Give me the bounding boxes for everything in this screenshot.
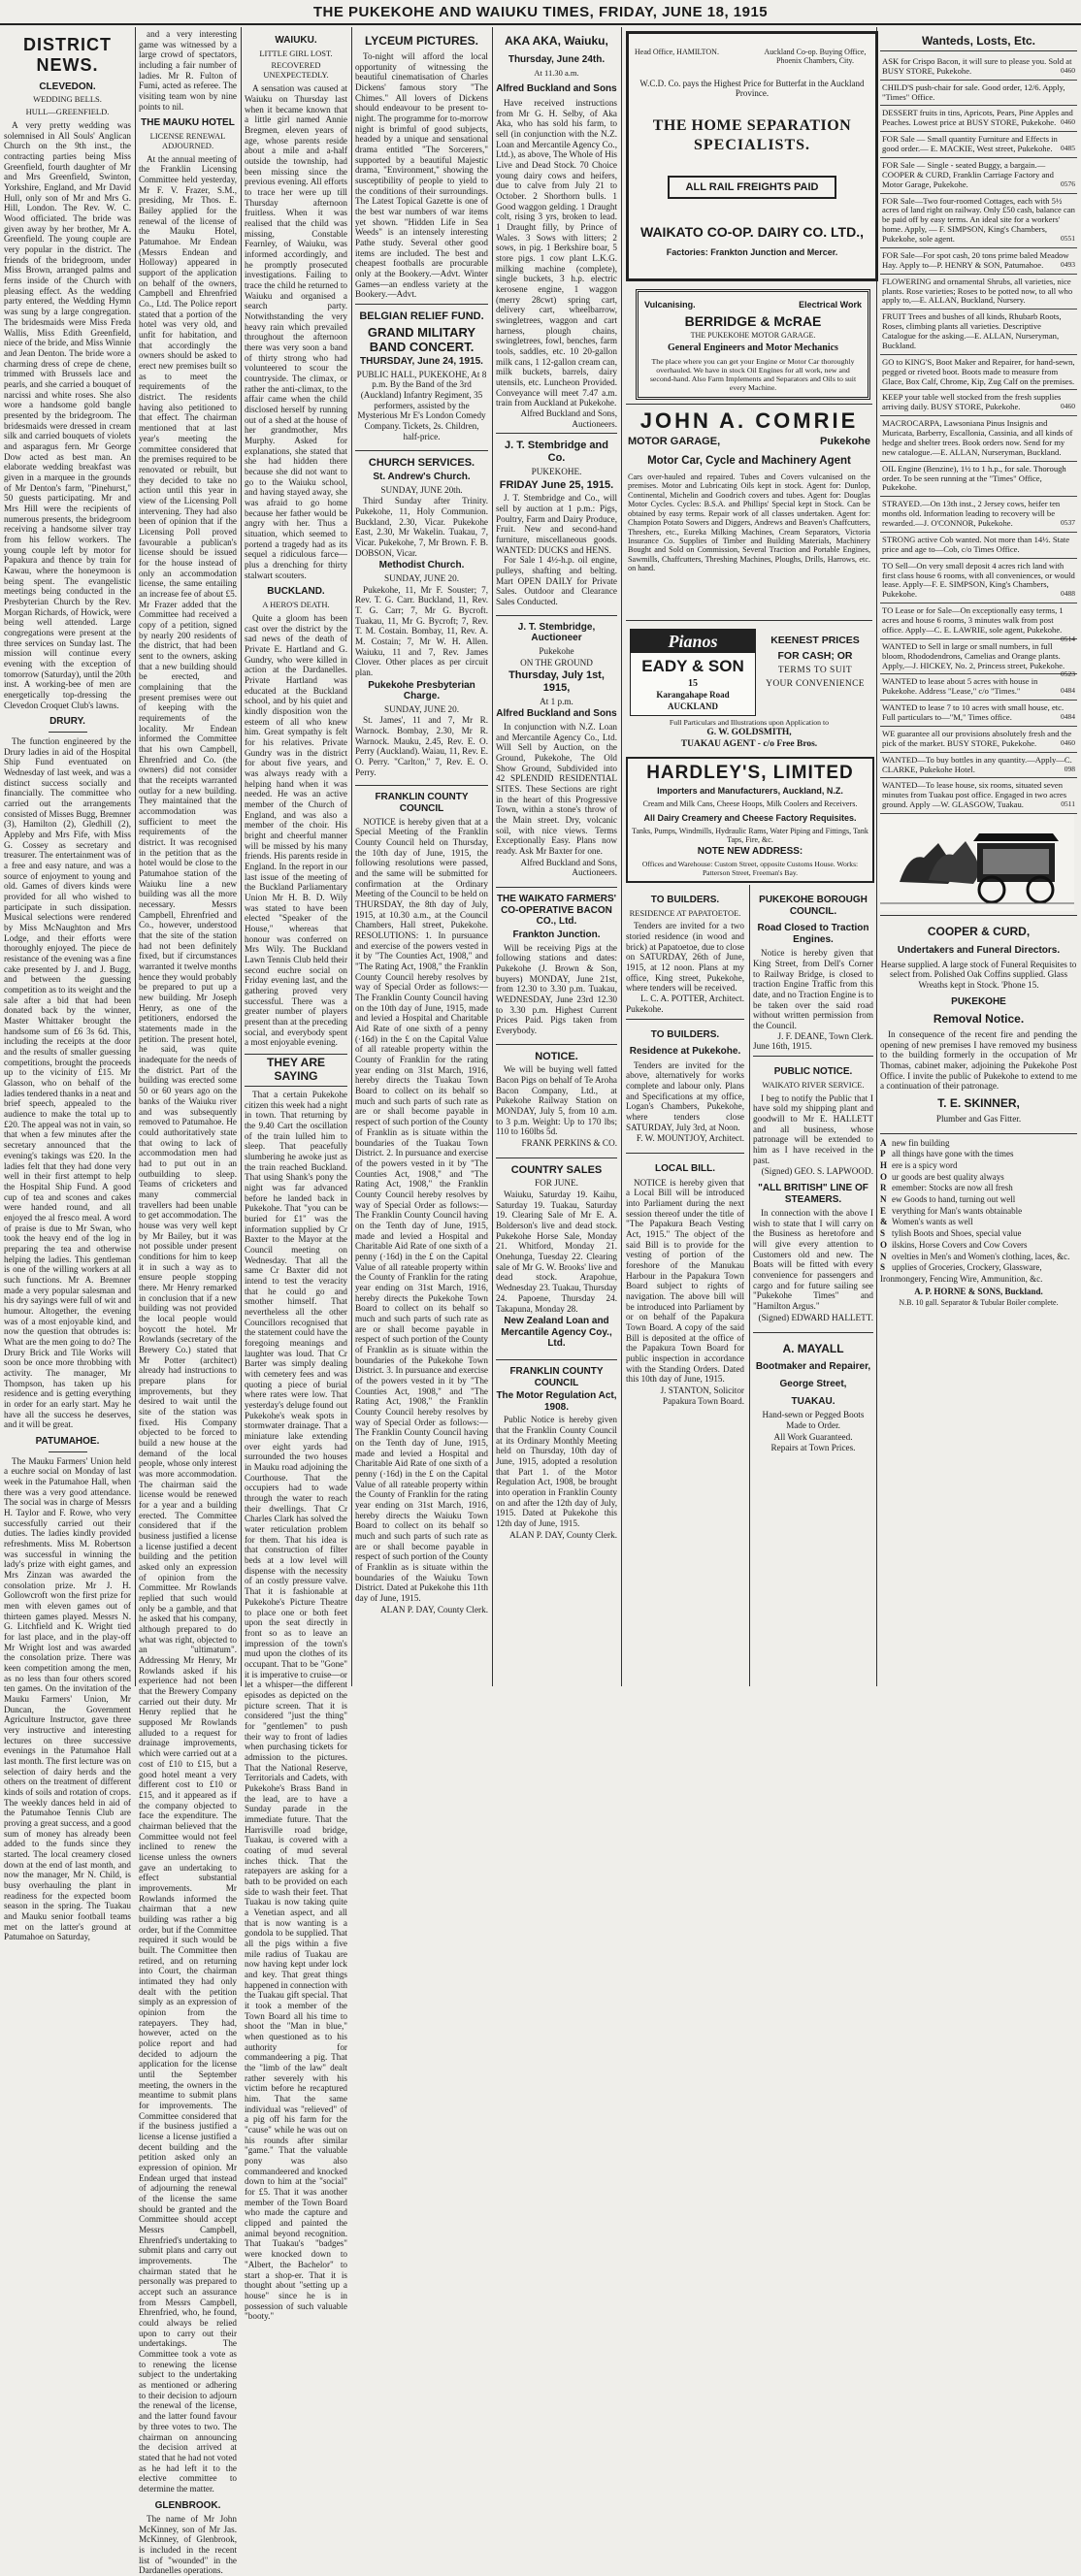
buckland-subheading: A HERO'S DEATH. — [262, 600, 330, 610]
wanted-item — [880, 106, 1077, 132]
acrostic-line — [880, 1217, 1077, 1228]
church3-date: SUNDAY, JUNE 20. — [383, 703, 460, 714]
stembridge2-ad — [496, 615, 617, 883]
stembridge-heading: J. T. Stembridge and Co. — [505, 440, 608, 465]
column-divider — [749, 885, 750, 1686]
clevedon-heading: CLEVEDON. — [39, 81, 96, 92]
fcc-text: NOTICE is hereby given that at a Special Meeting of the Franklin County Council held on Thursday, the 10th day of June, 1915, the following resolutions were passed, and the same will be submitted for confirmation at the Ordinary Meeting of the Council to be held on THURSDAY, the 8th day of July, 1915, at 10.30 a.m., at the Council Chambers, Hall street, Pukekohe. RESOLUTIONS: 1. In pursuance and exercise of the powers vested in it by "The Counties Act, 1908," and "The Rating Act, 1908," the Franklin County Council hereby resolves by way of Special Order as follows:— The Franklin County Council having on the 10th day of June, 1915, made and levied a Hospital and Charitable Aid Rate of one sixth of a penny (·16d) in the £ on the Capital Value of all rateable property within the County of Franklin for the rating year ending on 31st March, 1916, hereby directs the Tuakau Town Board to collect on its behalf so much and such parts of such rate as are or shall become payable in respect of such portion of the County of Franklin as is situate within the boundaries of the Tuakau Town District. 2. In pursuance and exercise of the powers vested in it by "The Counties Act, 1908," and "The Rating Act, 1908," the Franklin County Council hereby resolves by way of Special Order as follows:— The Franklin County Council having on the Tenth day of June, 1915, made and levied a Hospital and Charitable Aid Rate of one sixth of a penny (·16d) in the £ on the Capital Value of all rateable property within the County of Franklin for the rating year ending on 31st March, 1916, hereby directs the Pukekohe Town Board to collect on its behalf so much and such parts of such rate as are or shall become payable in respect of such portion of the County of Franklin as is situate within the boundaries of the Pukekohe Town District. 3. In pursuance and exercise of the powers vested in it by "The Counties Act, 1908," and "The Rating Act, 1908," the Franklin County Council hereby resolves by way of Special Order as follows:— The Franklin County Council having on the Tenth day of June, 1915, made and levied a Hospital and Charitable Aid Rate of one sixth of a penny (·16d) in the £ on the Capital Value of all rateable property within the County of Franklin for the rating year ending on 31st March, 1916, hereby directs the Waiuku Town Board to collect on its behalf so much and such parts of such rate as are or shall become payable in respect of such portion of the County of Franklin as is situate within the boundaries of the Waiuku Town District. Dated at Pukekohe this 11th day of June, 1915. — [355, 816, 488, 1604]
wanted-text: FOR Sale — Single - seated Buggy, a bargain.—COOPER & CURD, Franklin Carriage Factory and Motor Garage, Pukekohe. — [882, 159, 1054, 189]
wanted-item — [880, 158, 1077, 194]
comrie-ad — [626, 404, 872, 621]
wanted-item — [880, 194, 1077, 248]
mauku-hotel-heading: THE MAUKU HOTEL — [141, 117, 235, 129]
buckland-article: Quite a gloom has been cast over the district by the sad news of the death of Private E. Hartland and G. Gundry, who were killed in action at the Dardanelles. Private Hartland was educated at the Buckland school, and by his quiet and kindly disposition won the esteem of all who knew him. Great sympathy is felt for his relatives. Private Gundry was in the district for about five years, and was always ready with a helping hand when it was needed. He was an active member of the Church of England, and was also a member of the choir. His bright and cheerful manner will be missed by his many friends. His parents reside in England. In the report in our last issue of the meeting of the Buckland Parliamentary Union Mr H. B. D. Wily was stated to have been elected "Speaker of the House," whereas that honour was conferred on Mrs Wily. The Buckland Lawn Tennis Club held their second euchre social on Friday evening last, and the gathering proved very successful. There was a greater number of players present than at the preceding social, and everybody spent a most enjoyable evening. — [245, 612, 347, 1048]
masthead-rule — [0, 23, 1081, 25]
builders2-sub: Residence at Pukekohe. — [629, 1046, 741, 1058]
keenest-2: FOR CASH; OR — [777, 650, 853, 662]
keenest-3: TERMS TO SUIT — [777, 666, 853, 675]
berridge-left: Vulcanising. — [644, 300, 696, 310]
church2-text: Pukekohe, 11, Mr F. Souster; 7, Rev. T. G. Carr. Buckland, 11, Rev. T. G. Carr; 7, Mr G. Bycroft. Tuakau, 11, Mr G. Bycroft; 7, Rev. T. M. Costain. Bombay, 11, Rev. A. M. Costain; 7, Mr W. H. Allen. Waiuku, 11 and 7, Rev. James Clover. Other places as per circuit plan. — [355, 584, 488, 677]
stembridge2-heading: J. T. Stembridge, Auctioneer — [517, 621, 596, 644]
divider — [49, 1451, 87, 1452]
waikato-coop: Auckland Co-op. Buying Office, Phoenix Chambers, City. — [764, 48, 867, 65]
wanted-item — [880, 248, 1077, 275]
wanted-text: STRONG active Cob wanted. Not more than 14½. State price and age to—Cob, c/o Times Office. — [882, 534, 1070, 554]
builders1-place: Pukekohe. — [626, 1003, 664, 1014]
stembridge2-text: In conjunction with N.Z. Loan and Mercantile Agency Co., Ltd. Will Sell by Auction, on the Ground, Pukekohe, The Old Show Ground, Subdivided into 42 SPLENDID RESIDENTIAL SITES. These Sections are right in the heart of this Progressive Town, within a stone's throw of the Main street. Dry, volcanic soil, with nice views. Terms Exceptionally Easy. Plans now ready. Ask Mr Baxter for one. — [496, 722, 617, 857]
patumahoe-continued: and a very interesting game was witnessed by a large crowd of spectators, including a fair number of ladies. Mr R. Fulton of Fumi, acted as referee. The visiting team won by nine points to nil. — [139, 29, 237, 112]
wanteds-list — [880, 54, 1077, 814]
wanteds-heading: Wanteds, Losts, Etc. — [880, 35, 1077, 51]
waikato-head-office: Head Office, HAMILTON. — [635, 48, 719, 56]
local-bill-sign: J. STANTON, Solicitor Papakura Town Board. — [660, 1386, 744, 1406]
comrie-place: Pukekohe — [820, 436, 870, 447]
acrostic-line — [880, 1194, 1077, 1206]
fcc-signature: ALAN P. DAY, County Clerk. — [379, 1604, 488, 1614]
berridge-sub: THE PUKEKOHE MOTOR GARAGE. — [690, 331, 816, 340]
cooper-text: Hearse supplied. A large stock of Funeral Requisites to select from. Polished Oak Coffins supplied. Glass Wreaths kept in Stock. 'Phone 15. — [880, 959, 1077, 990]
nzl-heading: New Zealand Loan and Mercantile Agency Coy., Ltd. — [501, 1316, 612, 1350]
steamer-text: In connection with the above I wish to state that I will carry on the Business as heretofore and will give every attention to Customers old and new. The Boats will be fitted with every convenience for passengers and cargo and for future sailing see "Pukekohe Times" and "Hamilton Argus." — [753, 1208, 873, 1312]
wanted-code: 0511 — [1061, 799, 1075, 809]
aka-heading: AKA AKA, Waiuku, — [505, 34, 608, 48]
aka-signature: Alfred Buckland and Sons, Auctioneers. — [520, 408, 617, 429]
acrostic-line — [880, 1262, 1077, 1285]
stembridge-date: FRIDAY June 25, 1915. — [499, 478, 614, 491]
waiuku-article: A sensation was caused at Waiuku on Thursday last when it became known that a little girl named Annie Bregmen, eleven years of age, whose parents reside about a mile and a-half outside the township, had been missing since the previous evening. All efforts to trace her were up till Thursday afternoon fruitless. When it was realised that the child was missing, Constable Fearnley, of Waiuku, was informed accordingly, and he promptly prosecuted investigations. Failing to trace the child he returned to Waiuku and organised a search party. Notwithstanding the very heavy rain which prevailed throughout the afternoon there was very soon a band of thirty strong who had volunteered to scour the countryside. The climax, or rather the anti-climax, to the affair came when the child disclosed herself by running out of a shed at the house of her grandmother, Mrs Murphy. Asked for explanations, she stated that she had hidden there because she did not want to go to the Waiuku school, and having stayed away, she was afraid to go home because her father would be angry with her. Thus a situation, which seemed to portend a tragedy had as its sequel a ridiculous farce—plus a drenching for thirty stalwart scouters. — [245, 83, 347, 580]
waiuku-subheading: LITTLE GIRL LOST. — [259, 48, 333, 58]
waikato-farmers-ad — [496, 887, 617, 1039]
church-heading: CHURCH SERVICES. — [368, 457, 475, 470]
notice-signature: FRANK PERKINS & CO. — [521, 1138, 617, 1149]
wanted-code: 0484 — [1061, 686, 1075, 696]
wanted-item — [880, 81, 1077, 107]
mayall-line1: Hand-sewn or Pegged Boots Made to Order. — [762, 1410, 865, 1430]
builders2-sign: F. W. MOUNTJOY, Architect. — [636, 1133, 744, 1144]
builders2-ad — [626, 1019, 744, 1150]
they-are-saying-article: That a certain Pukekohe citizen this week had a night in town. That returning by the 9.40 Cart the oscillation of the train lulled him to sleep. That peacefully slumbering he awoke just as the train reached Buckland. That using Shank's pony the night was far advanced before he landed back in Pukekohe. That "you can be buried for £1" was the information supplied by Cr Baxter to the Mayor at the Council meeting on Wednesday. That all the same Cr Baxter did not intend to test the veracity that he could go and smother himself. That nevertheless all the other Councillors recognised that the statement could have the foregoing meanings and laughter was loud. That Cr Barter was simply dealing with cemetery fees and was quoting a piece of burial where rates were low. That yesterday's deluge found out Pukekohe's weak spots in stormwater drainage. That a miniature lake extending over eight yards had surrounded the two houses in Mauku road adjoining the Courthouse. That the occupiers had to wade through the water to reach their dwellings. That Cr Charles Clark has solved the water reticulation problem for them. That his idea is that construction of filter beds at a low level will dispense with the necessity of an costly pressure valve. That it is fashionable at Pukekohe's Picture Theatre to place one or both feet upon the seat directly in front so as to leave an impression of the town's mud upon the clothes of its occupant. That to be "Gone" it is imperative to cruise—or let a whisper—the different episodes as depicted on the picture screen. That it is considered "just the thing" for "gentlemen" to push their way to front of ladies when purchasing tickets for admission to the pictures. That the National Reserve, Territorials and Cadets, with Pukekohe's Brass Band in the lead, are to have a Sunday parade in the immediate future. That the Harrisville road bridge, Tuakau, is covered with a coating of mud several inches thick. That the ratepayers are asking for a bath to be provided on each side to wash their feet. That Tuakau is now taking quite a Venetian aspect, and all that is now wanting is a gondola to be supplied. That all the pigs within a five mile radius of Tuakau are now having kept under lock and key. That great things happened in connection with the Tuakau gift special. That it took a member of the Town Board all his time to shoot the "Man in blue," when questioned as to his authority for commandeering a pig. That the "limb of the law" dealt rather severely with his victim before he recaptured him. That the same individual was "relieved" of a pig off his farm for the "cause" while he was out on his rounds after similar "game." That the valuable pony was also commandeered and knocked down to him at the "social" for £5. That it was another member of the Town Board who made the capture and clipped and painted the animal beyond recognition. That Tuakau's "badges" were knocked down to "Albert, the Bachelor" to start a shop-er. That it is thought about "setting up a house" since he is in possession of such valuable "booty." — [245, 1089, 347, 2322]
waikato-title-2: SPECIALISTS. — [693, 137, 811, 153]
lyceum-article: To-night will afford the local opportunity of witnessing the beautiful cinematisation of Charles Dickens' famous story "The Chimes." All lovers of Dickens should endeavour to be present to-night. The programme for to-morrow night is brimful of good subjects, headed by a unique and sensational drama entitled "The Sorcerers," supported by a beautiful Majestic drama, "Environment," showing the susceptibility of people to yield to the conditions of their surroundings. The Latest Topical Gazette is one of the best war numbers of war items yet shown. "Hidden Life in Sea Weeds" is an intensely interesting Pathe study. Several other good items are included. The best and cheapest footballs are procurable only at the Bookery.—Advt. Winter Games—an endless variety at the Bookery.—Advt. — [355, 50, 488, 300]
acrostic-line — [880, 1252, 1077, 1263]
wanted-text: STRAYED.—On 13th inst., 2 Jersey cows, heifer ten months old. Information leading to recovery will be rewarded.—J. O'CONNOR, Pukekohe. — [882, 499, 1061, 529]
keenest-1: KEENEST PRICES — [770, 635, 860, 646]
acrostic-text: Women's wants as well — [892, 1217, 973, 1227]
belgian-date: THURSDAY, June 24, 1915. — [360, 355, 483, 367]
acrostic-line — [880, 1228, 1077, 1240]
keenest-4: YOUR CONVENIENCE — [766, 679, 865, 689]
acrostic-line — [880, 1138, 1077, 1150]
wanted-item — [880, 639, 1077, 679]
church1-date: SUNDAY, JUNE 20th. — [380, 484, 463, 495]
public-heading: PUBLIC NOTICE. — [773, 1066, 853, 1078]
column-lyceum — [355, 29, 488, 1683]
wanted-code: 0460 — [1061, 65, 1075, 75]
stembridge2-sub: ON THE GROUND — [520, 657, 593, 668]
wanted-item — [880, 355, 1077, 391]
wanted-text: FOR Sale — Small quantity Furniture and Effects in good order.— E. MACKIE, West street, Pukekohe. — [882, 134, 1058, 154]
waikato-dairy-ad — [626, 31, 878, 281]
wanted-item — [880, 310, 1077, 355]
column-builders — [626, 889, 744, 1684]
acrostic-letter: S — [880, 1262, 886, 1273]
builders1-heading: TO BUILDERS. — [650, 895, 720, 905]
drury-heading: DRURY. — [49, 716, 85, 728]
mayall-line3: Repairs at Town Prices. — [770, 1443, 856, 1453]
hardley-address: Offices and Warehouse: Custom Street, opposite Customs House. Works: Patterson Street, Freeman's Bay. — [641, 860, 859, 877]
horne-acrostic-ad — [880, 1133, 1077, 1314]
mayall-trade: Bootmaker and Repairer, — [755, 1361, 871, 1373]
acrostic-text: all things have gone with the times — [892, 1149, 1014, 1159]
column-borough — [753, 889, 873, 1684]
church2-title: Methodist Church. — [378, 560, 465, 571]
church-services — [355, 450, 488, 781]
wanted-code: 0514 — [1061, 634, 1075, 643]
wanted-text: WANTED to Sell in large or small numbers, in full bloom, Rhododendrons, Camelias and Orange plants. Apply,—J. HICKEY, No. 2, Princess street, Pukekohe. — [882, 640, 1065, 670]
acrostic-text: upplies of Groceries, Crockery, Glassware, Ironmongery, Fencing Wire, Ammunition, &c. — [880, 1262, 1043, 1284]
wanted-item — [880, 603, 1077, 643]
comrie-garage: MOTOR GARAGE, — [628, 436, 721, 447]
wanted-text: FOR Sale—For spot cash, 20 tons prime baled Meadow Hay. Apply to—P. HENRY & SON, Patumahoe. — [882, 249, 1069, 270]
clevedon-subheading: WEDDING BELLS. — [33, 94, 102, 105]
column-district-news — [4, 29, 131, 1942]
acrostic-line — [880, 1160, 1077, 1172]
hearse-icon — [880, 814, 1074, 911]
wanted-item — [880, 54, 1077, 81]
wanted-text: TO Sell—On very small deposit 4 acres rich land with first class house 6 rooms, with all conveniences, or would lease. Apply—F. E. SIMPSON, King's Chambers, Pukekohe. — [882, 560, 1075, 600]
wanted-item — [880, 533, 1077, 559]
waiuku-subheading-2: RECOVERED UNEXPECTEDLY. — [263, 60, 329, 81]
hearse-illustration — [880, 814, 1077, 911]
waiuku-heading: WAIUKU. — [275, 35, 317, 46]
aka-date: Thursday, June 24th. — [508, 53, 606, 65]
hardley-req: All Dairy Creamery and Cheese Factory Requisites. — [643, 813, 857, 823]
belgian-text: PUBLIC HALL, PUKEKOHE, At 8 p.m. By the Band of the 3rd (Auckland) Infantry Regiment, 35 performers, assisted by the Mysterious Mr E's London Comedy Company. Tickets, 2s. Children, half-price. — [356, 369, 487, 441]
stembridge2-date: Thursday, July 1st, 1915, — [508, 669, 605, 695]
wanted-item — [880, 275, 1077, 310]
notice-heading: NOTICE. — [535, 1050, 578, 1062]
local-bill-ad — [626, 1153, 744, 1411]
mauku-hotel-article: At the annual meeting of the Franklin Licensing Committee held yesterday, Mr F. V. Frazer, S.M., presiding, Mr Thos. E. Bailey applied for the renewal of the license of the Mauku Hotel, Patumahoe. Mr Endean (Messrs Endean and Holloway) appeared in support of the application on behalf of the owners, Campbell and Ehrenfried Co., Ltd. The Police report stated that a portion of the hotel was very old, and unfit for habitation, and that accordingly the owners should be asked to erect new premises built so as to meet the requirements of the district. The residents having also petitioned to that effect. The chairman mentioned that at last year's meeting the committee considered that the premises required to be renovated or rebuilt, but they decided to take no action until this year in view of the Licensing Poll intervening. They had also been of opinion that if the Licensing Poll proved favourable a publican's license should be issued for the house instead of only an accommodation license, the same entailing an increase fee of about £5. Mr Frazer added that the Committee had received a copy of a petition, signed by nearly 200 residents of the district, that had been sent to the owners, asking that a new building should be erected, and complaining that the present premises were out of keeping with the requirements of the locality. Mr Endean informed the Committee that his own Campbell, Ehrenfried and Co. (the owners) did not consider that the receipts warranted outlay for a new building. They maintained that the accommodation was sufficient to meet the requirements of the district. It was recognised in the petition that as the hotel would be close to the Patumahoe station of the Waiuku line a new building was all the more necessary. Messrs Campbell, Ehrenfried and Co., however, understood that the site of the station had not been definitely fixed, but if circumstances warranted it twelve months hence they would probably be prepared to put up a new building. Mr Joseph Henry, as one of the petitioners, endorsed the statements made in the petition. The present hotel, he said, was quite inadequate for the needs of the district. Part of the building was erected some 50 or 60 years ago on the banks of the Waiuku river and was subsequently removed to Patumahoe. He could authoritatively state that owing to lack of accommodation men had had to put out in an outbuilding to sleep. Teams of cricketers and many commercial travellers had been unable to get accommodation. The house was very well kept by Mr Bailey, but it was not possible under present conditions for him to keep it in such a way as to ensure people stopping there. Mr Henry remarked in conclusion that if a new building was not provided the local people would boycott the hotel. Mr Rowlands (secretary of the Brewery Co.) stated that Mr Potter (architect) already had instructions to prepare plans for improvements, but they desired to wait until the site of the station was fixed. His Company objected to be forced to build a new house at the demand of the local people, whose only interest was more accommodation. The chairman said the license would be renewed for a year and a building erected. The Committee considered that if the business justified a license a license justified a decent building and the petition asked only an expression of opinion from the Committee. Mr Rowlands replied that such would only be a gamble, and that he asked that his company, although prepared to do what was right, objected to an "ultimatum". Addressing Mr Henry, Mr Rowlands asked if his experience had not been that the Brewery Company carried out their duty. Mr Henry replied that he supposed Mr Rowlands alluded to a request for drainage improvements, which were carried out at a cost of £10 to £15, but a good hotel meant a very different cost to £10 or £15, and it appeared as if the company objected to face the expenditure. The chairman believed that the Committee would not feel inclined to renew the license unless the owners gave an undertaking to effect substantial improvements. Mr Rowlands informed the chairman that a new building was rather a big order, but if the Committee required it such would be built. The Committee then retired, and on returning into Court, the chairman intimated they had only dealt with the petition simply as an expression of opinion from the ratepayers. They had, however, acted on the police report and had decided to adjourn the application for the license until the September meeting, the owners in the meantime to submit plans for improvements. The Committee considered that if the business justified a license a license justified a decent building and the petition asked only an expression of opinion. Mr Endean urged that instead of adjourning the renewal of the license the same should be granted and the Committee should accept Messrs Campbell, Ehrenfried's undertaking to submit plans and carry out improvements. The chairman stated that he personally was prepared to accept such an assurance from Messrs Campbell, Ehrenfried, who, he found, could always be relied upon to carry out their undertakings. The Committee took a vote as to renewing the license subject to the undertaking as mentioned or adhering to their decision to adjourn the renewal of the license, and the latter found favour by three votes to two. The chairman on announcing the decision arrived at stated that he had not voted as he had left it to the elective committee to determine the matter. — [139, 153, 238, 2494]
acrostic-text: ilskins, Horse Covers and Cow Covers — [892, 1239, 1028, 1250]
acrostic-line — [880, 1172, 1077, 1184]
removal-heading: Removal Notice. — [933, 1012, 1025, 1027]
acrostic-letter: O — [880, 1171, 888, 1182]
removal-text: In consequence of the recent fire and pending the opening of new premises I have removed my business to the building formerly in the occupation of Mr Thomas, cabinet maker, adjoining the Pukekohe Post Office. I invite the public of Pukekohe to extend to me a continuation of their patronage. — [880, 1029, 1077, 1092]
patumahoe-heading: PATUMAHOE. — [35, 1435, 100, 1447]
wanted-text: MACROCARPA, Lawsoniana Pinus Insignis and Muricata, Barberry, Escallonia, Cassinia, and all kinds of hedge and shelter trees. Book orders now. Send for my new catalogue.—E. ALLAN, Nurseryman, Buckland. — [882, 418, 1073, 457]
fcc-heading: FRANKLIN COUNTY COUNCIL — [375, 792, 469, 815]
notice-text: We will be buying well fatted Bacon Pigs on behalf of Te Aroha Bacon Company, Ltd., at Pukekohe Railway Station on MONDAY, July 5, from 10 a.m. to 3 p.m. Weight: Up to 170 lbs; 110 to 160lbs 5d. — [496, 1064, 617, 1137]
wanted-code: 0488 — [1061, 589, 1075, 599]
acrostic-line — [880, 1183, 1077, 1194]
piano-particulars: Full Particulars and Illustrations upon Application to — [669, 718, 830, 727]
waikato-wcd: W.C.D. Co. pays the Highest Price for Butterfat in the Auckland Province. — [639, 79, 865, 98]
public-sign: (Signed) GEO. S. LAPWOOD. — [761, 1166, 873, 1177]
wanted-text: WANTED—To lease house, six rooms, situated seven minutes from Tuakau post office. Engaged in two acres ground. Apply —W. GLASGOW, Tuakau. — [882, 780, 1067, 810]
country-sales-ad — [496, 1158, 617, 1355]
wanted-item — [880, 497, 1077, 533]
wanted-text: FLOWERING and ornamental Shrubs, all varieties, nice plants. Rose varieties; Roses to be potted now, to all who apply to,—E. ALLAN, Buckland, Nursery. — [882, 276, 1073, 306]
wanted-item — [880, 132, 1077, 158]
wanted-code: 0537 — [1061, 518, 1075, 528]
column-divider — [135, 27, 136, 1686]
belgian-relief-ad — [355, 304, 488, 446]
acrostic-letter: S — [880, 1228, 886, 1239]
acrostic-letter: P — [880, 1149, 886, 1159]
waikato-factories: Factories: Frankton Junction and Mercer. — [666, 247, 838, 257]
borough-date: June 16th, 1915. — [753, 1041, 812, 1052]
stembridge-text-2: For Sale 1 4½-h.p. oil engine, pulleys, shafting and belting. Mart OPEN DAILY for Private Sales. Outdoor and Clearance Sales Conducted. — [496, 555, 617, 607]
piano-agent-line: TUAKAU AGENT - c/o Free Bros. — [680, 739, 818, 749]
acrostic-letter: A — [880, 1137, 887, 1148]
wanted-text: KEEP your table well stocked from the fresh supplies arriving daily. BUSY STORE, Pukekohe. — [882, 392, 1062, 412]
acrostic-text: verything for Man's wants obtainable — [892, 1205, 1023, 1216]
piano-agent: G. W. GOLDSMITH, — [706, 728, 792, 737]
steamer-heading: "ALL BRITISH" LINE OF STEAMERS. — [758, 1182, 868, 1205]
wanted-item — [880, 462, 1077, 498]
column-divider — [241, 27, 242, 1686]
glenbrook-heading: GLENBROOK. — [154, 2499, 221, 2511]
clevedon-subheading-2: HULL—GREENFIELD. — [25, 107, 110, 117]
hardley-items: Tanks, Pumps, Windmills, Hydraulic Rams, Water Piping and Fittings, Tank Taps, Fire, &c. — [632, 827, 868, 844]
acrostic-letter: N — [880, 1194, 887, 1205]
cooper-sub: Undertakers and Funeral Directors. — [897, 944, 1061, 956]
column-mauku-hotel — [139, 29, 238, 2576]
masthead: THE PUKEKOHE AND WAIUKU TIMES, FRIDAY, JUNE 18, 1915 — [312, 4, 769, 20]
wanted-text: WANTED—To buy bottles in any quantity.—Apply—C. CLARKE, Pukekohe Hotel. — [882, 754, 1072, 774]
waikato-name: WAIKATO CO-OP. DAIRY CO. LTD., — [640, 224, 864, 240]
acrostic-letter: O — [880, 1239, 888, 1250]
acrostic-letter: N — [880, 1251, 887, 1261]
aka-text: Have received instructions from Mr G. H. Selby, of Aka Aka, who has sold his farm, to sell (in conjunction with the N.Z. Loan and Mercantile Agency Co., Ltd.), as above, The Whole of His Live and Dead Stock. 70 Choice young dairy cows and heifers, due to calve from July 21 to October. 2 Shorthorn bulls. 1 Good waggon gelding. 1 Draught colt, rising 3 yrs, broken to lead. 1 Draught filly, by Prince of Wales. 3 Sows with litters; 2 sows, in pig. 1 Berkshire boar, 5 store pigs. 1 cow plant L.K.G. milking machine (complete), single buckets, 3 h.p. electric kerosene engine, 1 waggon (merry 28cwt) spring cart, delivery cart, wheelbarrow, swingletrees, waggon and cart harness, plough chains, swingletrees, fowl, benches, farm tools, saddles, etc. 10 20-gallon milk cans, 1 12-gallon cream can, milk buckets, barrels, dairy utensils, etc. Luncheon Provided. Conveyance will meet 7.47 a.m. train from Auckland at Pukekohe. — [496, 97, 617, 408]
wanted-text: GO to KING'S, Boot Maker and Repairer, for hand-sewn, pegged or riveted boot. Boots made to measure from Glace, Box Calf, Chrome, Kip, Zug Calf on the premises. — [882, 356, 1075, 386]
steamer-sign: (Signed) EDWARD HALLETT. — [758, 1312, 873, 1322]
wanted-item — [880, 701, 1077, 727]
comrie-title: Motor Car, Cycle and Machinery Agent — [647, 455, 851, 467]
cooper-curd-ad — [880, 915, 1077, 1129]
stembridge-ad — [496, 433, 617, 610]
public-sub: WAIKATO RIVER SERVICE. — [762, 1079, 865, 1090]
berridge-name: BERRIDGE & McRAE — [684, 313, 822, 329]
acrostic-text: tylish Boots and Shoes, special value — [892, 1228, 1022, 1239]
aka-time: At 11.30 a.m. — [534, 67, 579, 78]
wanted-code: 0460 — [1061, 117, 1075, 127]
wanted-code: 0551 — [1061, 234, 1075, 244]
cs-sub: FOR JUNE. — [535, 1178, 578, 1189]
mauku-hotel-subheading: LICENSE RENEWAL ADJOURNED. — [149, 130, 226, 150]
mayall-town: TUAKAU. — [791, 1395, 835, 1407]
wanted-text: ASK for Crispo Bacon, it will sure to please you. Sold at BUSY STORE, Pukekohe. — [882, 55, 1072, 76]
cs-heading: COUNTRY SALES — [510, 1163, 603, 1176]
lyceum-heading: LYCEUM PICTURES. — [365, 34, 478, 48]
builders1-text: Tenders are invited for a two storied residence (in wood and brick) at Papatoetoe, due to close on SATURDAY, 26th of June, 1915, at 12 noon. Plans at my office, King street, Pukekohe, where tenders will be received. — [626, 921, 744, 994]
borough-text: Notice is hereby given that King Street, from Dell's Corner to Railway Bridge, is closed to traction Engine Traffic from this date, and no Traction Engine is to be taken over the said road without written permission from the Council. — [753, 948, 873, 1031]
wanted-item — [880, 390, 1077, 416]
wanted-text: WANTED to lease 7 to 10 acres with small house, etc. Full particulars to—"M," Times office. — [882, 702, 1065, 723]
borough-sub: Road Closed to Traction Engines. — [757, 923, 869, 945]
column-divider — [492, 27, 493, 1686]
church1-text: Third Sunday after Trinity. Pukekohe, 11, Holy Communion. Buckland, 2.30, Vicar. Pukekohe East, 2.30, Mr Wakelin. Tuakau, 7, Vicar. Pukekohe, 7, Mr Brown. F. B. DOBSON, Vicar. — [355, 496, 488, 558]
drury-article: The function engineered by the Drury ladies in aid of the Hospital Ship Fund eventuated on Wednesday of last week, and was a distinct success socially and financially. The committee who carried out the arrangements consisted of Misses Bugg, Bremner (3), Hamilton (2), Gledhill (2), Appleby and Mrs Fife, with Miss G. Cossey as secretary and treasurer. The entertainment was of a free and easy nature, and was a source of enjoyment to young and old. Games of divers kinds were provided for all who wished to participate in such dissipation. Musical selections were rendered by Miss McNaughton and Mrs Lodge, and their efforts were thoroughly enjoyed. The piece de resistance of the evening was a fine cake presented by J. and J. Bugg, and between the guessing competition as to its weight and the sale after a bid that had been donated back by the winner, Master Whittaker brought the handsome sum of £6 3s 6d. This, including the receipts at the door and the results of smaller guessing competitions, brought the proceeds up to the vicinity of £15. Mr Glasson, who on behalf of the ladies tendered thanks in a neat and brief speech, appealed to the audience to make the total up to £20. The appeal was not in vain, so that when a few minutes after the secretary announced that the evening's takings was £20. In the ladies felt that they had done very well in their first attempt to help the Hospital Ship Fund. A good cup of tea and scones and cakes were handed round, and all enjoyed the al fresco meal. A word of praise is due to Mr Swan, who took the heavy end of the log in preparing the tea and otherwise helping the ladies. This gentleman is one of the willing workers at all such functions. Mr A. Bremner made a very popular salesman and his dry sayings were full of wit and humour. Altogether, the evening was of a most enjoyable kind, and now the question that obtrudes is: What are the men going to do? The Drury Brick and Tile Works will soon be once more throbbing with activity. The manager, Mr Thompson, has taken up his residence and is getting everything in order for an early start. May he have all the success he deserves, and it will be great. — [4, 735, 131, 1430]
wanted-code: 0523 — [1061, 669, 1075, 679]
patumahoe-article: The Mauku Farmers' Union held a euchre social on Monday of last week in the Patumahoe Hall, when there was a very good attendance. The social was in charge of Messrs H. Taylor and F. Rowe, who very successfully carried out their duties. The ladies kindly provided refreshments. Miss M. Robertson was successful in winning the lady's prize with eight games, and Mrs Zinzan was awarded the consolation prize. Mr J. H. Gollowcroft won the first prize for men with eleven games out of thirteen games played. Messrs N. G. Litchfield and K. Wright tied for last place, and in the play-off Mr Wright lost and was awarded the consolation prize. There was keen competition among the men, as no less than four others scored ten games. On the invitation of the Mauku Farmers' Union, Mr Duncan, the Government Agriculture Instructor, gave three very instructive and interesting lectures on three successive evenings in the Patumahoe Hall last month. The first lecture was on selection of dairy herds and the others on the treatment of different kinds of soils and rotation of crops. The weekly dances held in aid of the Patumahoe Tennis Club are proving a great success, and a good sum of money has already been added to the funds since they started. The local creamery closed down at the end of last month, and now the manager, Mr N. Child, is busy overhauling the plant in readiness for the expected boom season in the spring. The Tuakau and Mauku senior football teams met on the latter's ground at Patumahoe on Saturday, — [4, 1455, 131, 1942]
wanted-code: 0576 — [1061, 179, 1075, 188]
berridge-ad — [636, 289, 870, 400]
wanted-text: CHILD'S push-chair for sale. Good order, 12/6. Apply, "Times" Office. — [882, 82, 1065, 102]
aka-firm: Alfred Buckland and Sons — [496, 83, 617, 95]
mayall-name: A. MAYALL — [782, 1341, 844, 1355]
acrostic-letter: E — [880, 1205, 887, 1216]
waikato-title-1: THE HOME SEPARATION — [652, 117, 852, 134]
acrostic-list — [880, 1138, 1077, 1286]
local-bill-heading: LOCAL BILL. — [654, 1163, 716, 1175]
stembridge-text: J. T. Stembridge and Co., will sell by auction at 1 p.m.: Pigs, Poultry, Farm and Dairy Produce, Fruit. New and second-hand furniture, miscellaneous goods. WANTED: DUCKS and HENS. — [496, 493, 617, 555]
mayall-street: George Street, — [779, 1379, 847, 1389]
pianos-logo: Pianos — [631, 630, 755, 653]
berridge-right: Electrical Work — [799, 300, 862, 310]
wanted-text: TO Lease or for Sale—On exceptionally easy terms, 1 acres and house 6 rooms, 3 minutes walk from post office. Apply—C. E. LAWRIE, sole agent, Pukekohe. — [882, 605, 1064, 635]
acrostic-line — [880, 1240, 1077, 1252]
berridge-text: The place where you can get your Engine or Motor Car thoroughly overhauled. We have in stock Oil Engines for all work, new and second-hand. Also Farm Implements and Separators and Oils to suit every Machine. — [649, 357, 857, 392]
skinner-name: T. E. SKINNER, — [937, 1096, 1020, 1111]
eady-street: Karangahape Road — [656, 690, 730, 700]
stembridge2-place: Pukekohe — [539, 645, 574, 656]
acrostic-note: N.B. 10 gall. Separator & Tubular Boiler complete. — [899, 1298, 1059, 1308]
mayall-line2: All Work Guaranteed. — [773, 1431, 853, 1442]
wanted-code: 098 — [1064, 764, 1075, 773]
divider — [49, 732, 87, 733]
acrostic-sign: A. P. HORNE & SONS, Buckland. — [914, 1286, 1043, 1296]
acrostic-text: ew Goods to hand, turning out well — [892, 1194, 1016, 1205]
mayall-ad — [753, 1332, 873, 1458]
berridge-sub2: General Engineers and Motor Mechanics — [668, 342, 838, 353]
public-notice-ad — [753, 1056, 873, 1327]
hardley-line: Cream and Milk Cans, Cheese Hoops, Milk Coolers and Receivers. — [642, 799, 858, 808]
eady-city: AUCKLAND — [667, 701, 718, 711]
borough-sign: J. F. DEANE, Town Clerk. — [777, 1030, 873, 1041]
wf-sub: Frankton Junction. — [512, 929, 601, 940]
skinner-trade: Plumber and Gas Fitter. — [935, 1113, 1022, 1124]
borough-heading: PUKEKOHE BOROUGH COUNCIL. — [759, 895, 868, 917]
cooper-place: PUKEKOHE — [951, 995, 1006, 1007]
wanted-code: 0493 — [1061, 259, 1075, 269]
comrie-name: JOHN A. COMRIE — [639, 408, 859, 433]
eady-number: 15 — [688, 678, 698, 689]
clevedon-article: A very pretty wedding was solemnised in All Souls' Anglican Church on the 9th inst., the contracting parties being Miss Greenfield, fourth daughter of Mr and Mrs Greenfield, Swinton, Yorkshire, England, and Mr David Hull, only son of Mr and Mrs G. Hill, London. The Rev. W. C. Wood officiated. The bride was given away by her brother, Mr A. Greenfield. The young couple are very popular in the district. The friends of the bridegroom, under Miss Brown, arranged palms and ferns inside of the Church with pleasing effect. As the wedding party entered, the Wedding Hymn was sung by a large congregation. The bridesmaids were Miss Freda Wallis, Miss Edith Greenfield, niece of the bride, and Miss Winnie and Jean Denton. The bride wore a charming dress of crepe de chene, trimmed with Brussels lace and pearls, and she carried a bouquet of narcissi and white roses. She also wore a handsome gold bangle presented by the bridegroom. The bridesmaids were dressed in cream silk and carried bouquets of violets and asparagus fern. Mr George Dow acted as best man. An elaborate wedding breakfast was given in a marquee in the grounds of Mr Denton's farm, "Pinehurst," 50 guests participating. Mr and Mrs Hill were the recipients of numerous presents, the bridegroom receiving a handsome silver tray from his fellow workers. The young couple left by motor for Papakura and thence by train for Kawau, where the honeymoon is being spent. The evangelistic meetings being conducted in the Presbyterian Church by the Rev. Morgan Richards, of Howick, were being well attended. Large congregations were present at the three services on Sunday last. The mission will continue every evening with the exception of tomorrow (Saturday), until the 20th inst. A working-bee of men are energetically top-dressing the Clevedon Croquet Club's lawns. — [4, 120, 131, 710]
acrostic-text: emember: Stocks are now all fresh — [892, 1183, 1013, 1193]
bacon-notice-ad — [496, 1044, 617, 1154]
acrostic-text: ur goods are best quality always — [892, 1171, 1004, 1182]
wanted-text: DESSERT fruits in tins, Apricots, Pears, Pine Apples and Peaches. Lowest price at BUSY STORE, Pukekohe. — [882, 108, 1073, 128]
eady-pianos-ad — [626, 625, 872, 751]
column-auctions — [496, 29, 617, 1683]
church1-title: St. Andrew's Church. — [373, 471, 471, 482]
cs-text: Waiuku, Saturday 19. Kaihu, Saturday 19. Tuakau, Saturday 19. Clearing Sale of Mr E. A. Bolderson's live and dead stock. Pukekohe Horse Sale, Monday 21. Whitford, Monday 21. Onehunga, Tuesday 22. Clearing sale of Mr G. W. Brooks' live and dead stock. Arapohue, Wednesday 23. Tuakau, Thursday 24. Papoene, Thursday 24. Takapuna, Monday 28. — [496, 1190, 617, 1314]
local-bill-text: NOTICE is hereby given that a Local Bill will be introduced into Parliament during the next session thereof under the title of "The Papakura Beach Vesting Act, 1915." The object of the said Bill is to provide for the vesting of portion of the foreshore of the Manukau Harbour in the Papakura Town Board subject to rights of navigation. The above bill will be introduced into Parliament by or on behalf of the Papakura Town Board. A copy of the said Bill is deposited at the office of the Papakura Town Board for public inspection in accordance with the Standing Orders. Dated this 10th day of June, 1915. — [626, 1177, 744, 1385]
fcc2-sub: The Motor Regulation Act, 1908. — [496, 1390, 617, 1413]
wanted-item — [880, 778, 1077, 814]
hardley-name: HARDLEY'S, LIMITED — [646, 763, 854, 783]
column-divider — [351, 27, 352, 1686]
wanted-item — [880, 674, 1077, 701]
hardley-sub: Importers and Manufacturers, Auckland, N.Z. — [657, 786, 843, 796]
acrostic-text: ere is a spicy word — [892, 1160, 958, 1171]
belgian-title: GRAND MILITARY BAND CONCERT. — [367, 324, 476, 354]
fcc2-ad — [496, 1359, 617, 1545]
fcc2-text: Public Notice is hereby given that the Franklin County Council at its Ordinary Monthly Meeting held on Thursday, 10th day of June, 1915, adopted a resolution that Part 1. of the Motor Regulation Act, 1908, be brought into operation in Franklin County on and after the 12th day of July, 1915. Dated at Pukekohe this 12th day of June, 1915. — [496, 1415, 617, 1529]
wanted-item — [880, 559, 1077, 604]
hardleys-ad — [626, 757, 874, 883]
acrostic-text: new fin building — [892, 1137, 950, 1148]
stembridge2-firm: Alfred Buckland and Sons — [496, 708, 617, 720]
wanted-item — [880, 727, 1077, 753]
piano-frame — [630, 629, 756, 716]
hardley-notice: NOTE NEW ADDRESS: — [697, 846, 803, 857]
buckland-heading: BUCKLAND. — [267, 586, 325, 598]
franklin-county-notice — [355, 785, 488, 1619]
wanted-code: 0485 — [1061, 144, 1075, 153]
glenbrook-article: The name of Mr John McKinney, son of Mr Jas. McKinney, of Glenbrook, is included in the recent list of "wounded" in the Dardanelles operations. — [139, 2514, 237, 2576]
they-are-saying-heading: THEY ARE SAYING — [245, 1054, 347, 1087]
builders1-sub: RESIDENCE AT PAPATOETOE. — [629, 907, 741, 918]
wanted-code: 0460 — [1061, 737, 1075, 747]
wanted-text: OIL Engine (Benzine), 1½ to 1 h.p., for sale. Thorough order. To be seen running at the "Times" Office, Pukekohe. — [882, 463, 1066, 493]
builders1-sign: L. C. A. POTTER, Architect. — [640, 994, 744, 1004]
church2-date: SUNDAY, JUNE 20. — [383, 572, 460, 583]
builders2-heading: TO BUILDERS. — [650, 1028, 720, 1040]
church3-title: Pukekohe Presbyterian Charge. — [368, 679, 475, 702]
waikato-rail: ALL RAIL FREIGHTS PAID — [668, 176, 836, 199]
wanted-item — [880, 416, 1077, 462]
acrostic-letter: R — [880, 1183, 887, 1193]
column-wanteds — [880, 29, 1077, 1683]
acrostic-letter: & — [880, 1217, 888, 1227]
wanted-code: 0484 — [1061, 712, 1075, 722]
comrie-text: Cars over-hauled and repaired. Tubes and Covers vulcanised on the premises. Motor and Lubricating Oils kept in stock. Agent for: Dunlop, Continental, Michelin and Goodrich covers and tubes. Agent for: Douglas Motor Cycles. Cycles: B.S.A. and Phillips' Special kept in Stock. Can be obtained by easy terms. Repair work of all classes undertaken. Agent for: Champion Potato Sowers and Diggers, Andrews and Beaven's Chaffcutters, Threshers, etc., Eureka Milking Machines, Cream Separators, Victoria Insurance Co. Supplies of Timber and Building Materials, Machinery Bought and Sold on Commission, Several Traction and Portable Engines, Sawmills, Chaffcutters, Threshing Machines, Ploughs, Drills, Harrows, etc. on hand. — [628, 473, 870, 573]
fcc2-heading: FRANKLIN COUNTY COUNCIL — [509, 1365, 604, 1388]
wanted-text: WANTED to lease about 5 acres with house in Pukekohe. Address "Lease," c/o "Times." — [882, 676, 1038, 697]
acrostic-letter: H — [880, 1160, 888, 1171]
builders2-text: Tenders are invited for the above, alternatively for works complete and labour only. Plans and Specifications at my office, Logan's Chambers, Pukekohe, where tenders close SATURDAY, July 3rd, at Noon. — [626, 1060, 744, 1132]
stembridge2-signature: Alfred Buckland and Sons, Auctioneers. — [520, 857, 617, 878]
column-divider — [621, 27, 622, 1686]
public-text: I beg to notify the Public that I have sold my shipping plant and goodwill to Mr E. HALLETT and all business, whose patronage will be extended to him as I have received in the past. — [753, 1092, 873, 1165]
wanted-text: WE guarantee all our provisions absolutely fresh and the pick of the market. BUSY STORE, Pukekohe. — [882, 728, 1072, 748]
belgian-heading: BELGIAN RELIEF FUND. — [359, 310, 484, 323]
stembridge2-time: At 1 p.m. — [540, 696, 573, 706]
wf-heading: THE WAIKATO FARMERS' CO-OPERATIVE BACON CO., Ltd. — [496, 894, 617, 928]
wf-text: Will be receiving Pigs at the following stations and dates: Pukekohe (J. Brown & Son, buyers) MONDAY, June 21st, from 12.30 to 3.30 p.m. Tuakau, WEDNESDAY, June 23rd 12.30 to 3.30 p.m. Highest Current Prices Paid. Pigs taken from Everybody. — [496, 942, 617, 1035]
cooper-heading: COOPER & CURD, — [927, 925, 1031, 939]
column-waiuku — [245, 29, 347, 2322]
acrostic-text: ovelties in Men's and Women's clothing, laces, &c. — [892, 1251, 1070, 1261]
wanted-text: FRUIT Trees and bushes of all kinds, Rhubarb Roots, Roses, climbing plants all varieties. Descriptive Catalogue for the asking.—E. ALLAN, Nurseryman, Buckland. — [882, 311, 1062, 350]
acrostic-line — [880, 1206, 1077, 1218]
stembridge-place: PUKEKOHE. — [531, 466, 582, 476]
wanted-item — [880, 753, 1077, 779]
wanted-text: FOR Sale—Two four-roomed Cottages, each with 5½ acres of land right on railway. Only £50 cash, balance can be paid off by easy terms. An ideal site for a workers' home. Apply, — F. SIMPSON, King's Chambers, Pukekohe, sole agent. — [882, 195, 1075, 245]
fcc2-signature: ALAN P. DAY, County Clerk. — [508, 1529, 617, 1540]
church3-text: St. James', 11 and 7, Mr R. Warnock. Bombay, 2.30, Mr R. Warnock. Mauku, 2.45, Rev. E. O. Perry (Auckland). Waiau, 11, Rev. E. O. Perry. "Carlton," 7, Rev. E. O. Perry. — [355, 715, 488, 777]
eady-firm: EADY & SON — [641, 657, 744, 675]
acrostic-line — [880, 1149, 1077, 1160]
district-news-title: DISTRICT NEWS. — [23, 35, 112, 75]
wanted-code: 0460 — [1061, 402, 1075, 411]
